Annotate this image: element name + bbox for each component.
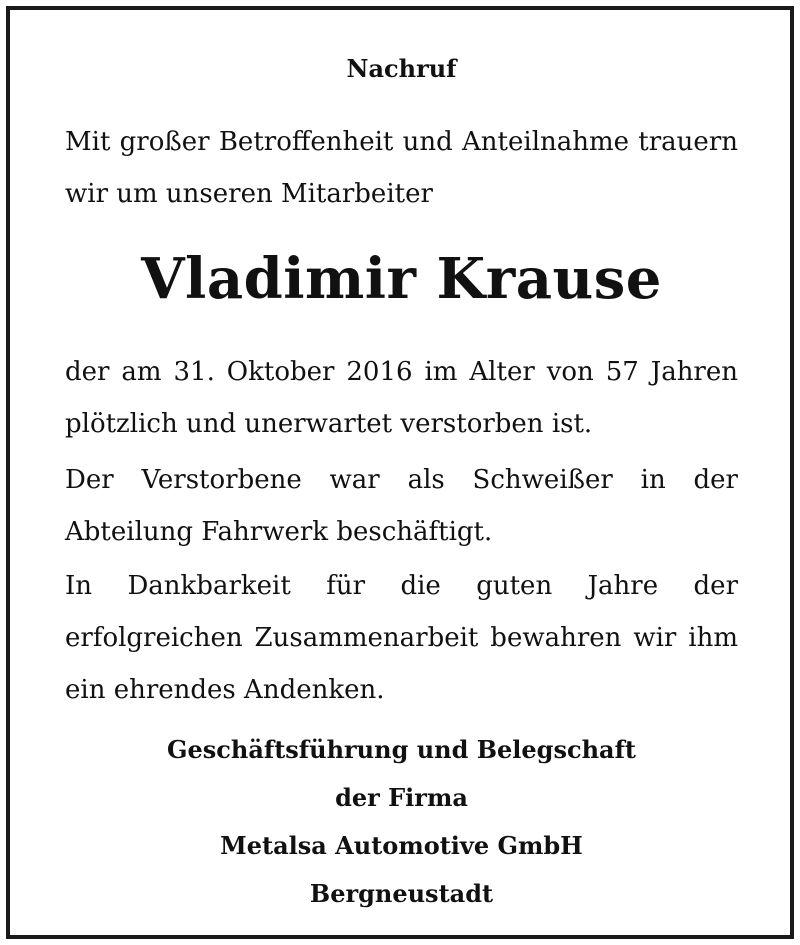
signoff-line-company-prefix: der Firma bbox=[335, 783, 468, 812]
obituary-frame bbox=[6, 6, 794, 939]
obituary-content bbox=[65, 10, 738, 935]
gratitude-paragraph: In Dankbarkeit für die guten Jahre der erfolgreichen Zusammenarbeit bewahren wir ihm ein ehrendes Andenken. bbox=[65, 571, 738, 705]
death-info-paragraph: der am 31. Oktober 2016 im Alter von 57 Jahren plötzlich und unerwartet verstorben ist. bbox=[65, 357, 738, 439]
intro-paragraph: Mit großer Betroffenheit und Anteilnahme trauern wir um unseren Mitarbeiter bbox=[65, 127, 738, 209]
deceased-name: Vladimir Krause bbox=[141, 246, 662, 312]
occupation-paragraph: Der Verstorbene war als Schweißer in der Abteilung Fahrwerk beschäftigt. bbox=[65, 465, 738, 547]
signoff-city: Bergneustadt bbox=[309, 879, 494, 908]
signoff-block bbox=[65, 726, 738, 918]
signoff-line-management: Geschäftsführung und Belegschaft bbox=[166, 735, 636, 764]
notice-heading: Nachruf bbox=[346, 54, 457, 83]
signoff-company-name: Metalsa Automotive GmbH bbox=[220, 831, 583, 860]
